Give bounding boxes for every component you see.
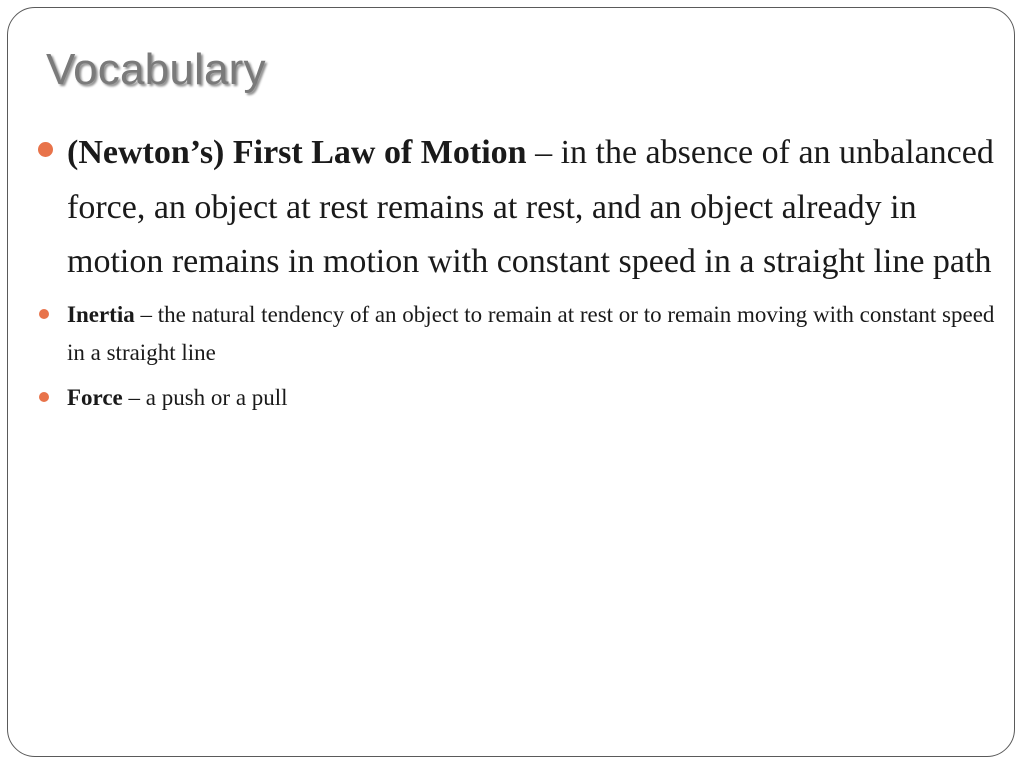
bullet-term: (Newton’s) First Law of Motion [67,134,527,171]
bullet-term: Force [67,384,123,410]
bullet-definition: – a push or a pull [122,384,288,410]
bullet-dot-icon [38,142,53,157]
bullet-item-first-law [38,126,998,290]
bullet-definition: – in the absence of an unbalanced force, an object at rest remains at rest, and an object already in motion remains in motion with constant speed in a straight line path [67,134,994,280]
bullet-dot-icon [39,392,49,402]
bullet-dot-icon [39,309,49,319]
slide-title: Vocabulary [46,45,266,94]
bullet-item-force [38,379,998,417]
bullet-term: Inertia [67,301,135,327]
slide-frame [7,7,1015,757]
bullet-list [38,126,998,417]
bullet-definition: – the natural tendency of an object to remain at rest or to remain moving with constant speed in a straight line [67,301,995,365]
bullet-item-inertia [38,296,998,372]
